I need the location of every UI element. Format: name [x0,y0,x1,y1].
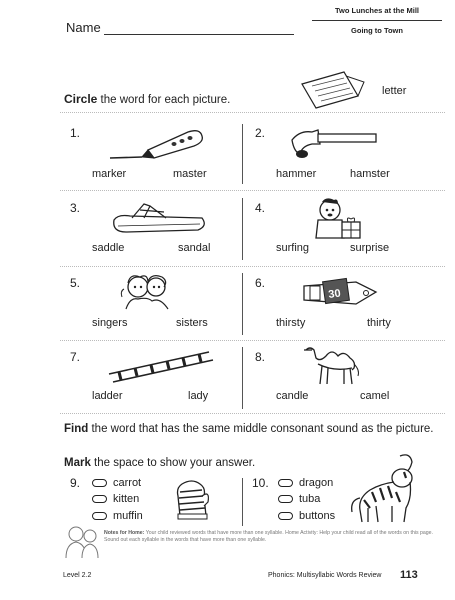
answer-bubble[interactable] [92,495,107,503]
row-divider [60,413,445,414]
notes-for-home: Notes for Home: Your child reviewed words that have more than one syllable. Home Activity: Help your child read all of the words on this page. Sound out each syllable in the words that have more than one syllable. [104,530,433,544]
question-number: 9. [70,476,81,490]
mitten-icon [172,476,212,522]
thirty-tag-icon [300,276,380,314]
example-word-letter: letter [382,85,407,97]
marker-icon [108,126,208,162]
question-number: 10. [252,476,269,490]
column-divider [242,478,243,526]
choice-word[interactable]: lady [188,390,209,402]
row-divider [60,112,445,113]
family-icon [62,524,102,560]
choice-word[interactable]: candle [276,390,309,402]
item-number: 2. [255,126,266,140]
choice-word[interactable]: saddle [92,242,125,254]
name-label: Name [66,20,101,35]
camel-icon [300,344,364,386]
choice-word[interactable]: sandal [178,242,211,254]
choice-word[interactable]: camel [360,390,390,402]
item-number: 4. [255,201,266,215]
footer-level: Level 2.2 [63,572,92,579]
item-number: 5. [70,276,81,290]
column-divider [242,347,243,409]
row-divider [60,340,445,341]
column-divider [242,124,243,184]
surprise-gift-icon [308,196,364,240]
choice-word[interactable]: marker [92,168,127,180]
header-box [312,6,442,35]
mark-instruction: Mark the space to show your answer. [64,457,256,469]
choice-word[interactable]: surprise [350,242,390,254]
circle-instruction: Circle the word for each picture. [64,92,231,106]
answer-bubble[interactable] [278,495,293,503]
item-number: 6. [255,276,266,290]
choice-word[interactable]: thirty [367,317,391,329]
tiger-icon [350,452,420,524]
letter-icon [298,70,378,110]
answer-bubble[interactable] [278,479,293,487]
find-instruction: Find the word that has the same middle consonant sound as the picture. [64,423,434,435]
worksheet-title: Two Lunches at the Mill [334,6,420,15]
row-divider [60,190,445,191]
footer-review: Phonics: Multisyllabic Words Review [268,572,382,579]
answer-option[interactable]: buttons [278,510,335,522]
answer-bubble[interactable] [92,479,107,487]
svg-text:30: 30 [327,287,342,302]
choice-word[interactable]: ladder [92,390,123,402]
choice-word[interactable]: surfing [276,242,310,254]
item-number: 7. [70,350,81,364]
worksheet-subtitle: Going to Town [312,20,442,35]
choice-word[interactable]: hamster [350,168,390,180]
row-divider [60,266,445,267]
page-number: 113 [400,569,418,581]
answer-option[interactable]: carrot [92,477,141,489]
choice-word[interactable]: thirsty [276,317,306,329]
ladder-icon [105,346,217,386]
answer-option[interactable]: muffin [92,510,143,522]
column-divider [242,273,243,335]
column-divider [242,198,243,260]
name-line[interactable] [104,34,294,35]
choice-word[interactable]: master [173,168,207,180]
choice-word[interactable]: hammer [276,168,317,180]
item-number: 1. [70,126,81,140]
answer-option[interactable]: dragon [278,477,333,489]
item-number: 3. [70,201,81,215]
answer-bubble[interactable] [278,512,293,520]
answer-option[interactable]: tuba [278,493,320,505]
choice-word[interactable]: sisters [176,317,208,329]
hammer-icon [290,124,380,164]
sisters-icon [118,271,178,315]
choice-word[interactable]: singers [92,317,128,329]
answer-option[interactable]: kitten [92,493,139,505]
sandal-icon [110,200,210,236]
answer-bubble[interactable] [92,512,107,520]
item-number: 8. [255,350,266,364]
